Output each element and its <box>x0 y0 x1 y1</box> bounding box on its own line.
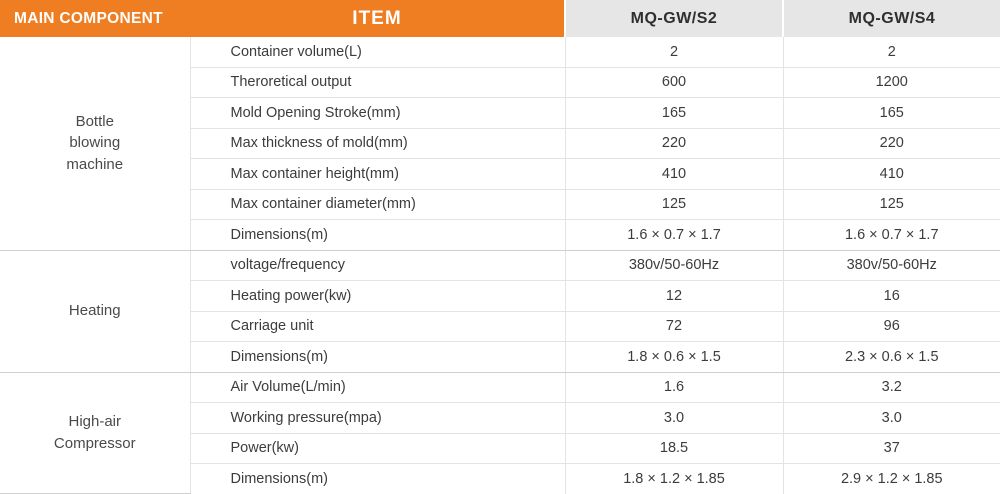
value-cell-model-1: 2 <box>565 37 783 67</box>
value-cell-model-1: 165 <box>565 98 783 129</box>
main-component-cell <box>0 372 190 494</box>
table-body <box>0 37 1000 494</box>
value-cell-model-1: 220 <box>565 128 783 159</box>
main-component-label: High-air <box>68 413 121 430</box>
item-cell: Dimensions(m) <box>190 464 565 494</box>
item-cell: Carriage unit <box>190 311 565 342</box>
item-cell: Max container height(mm) <box>190 159 565 190</box>
main-component-label: Compressor <box>53 434 136 452</box>
item-cell: Working pressure(mpa) <box>190 403 565 434</box>
value-cell-model-2: 3.0 <box>783 403 1000 434</box>
table-row <box>0 372 1000 403</box>
main-component-cell <box>0 37 190 250</box>
value-cell-model-1: 600 <box>565 67 783 98</box>
main-component-cell <box>0 250 190 372</box>
value-cell-model-2: 16 <box>783 281 1000 312</box>
value-cell-model-1: 3.0 <box>565 403 783 434</box>
value-cell-model-2: 2.9 × 1.2 × 1.85 <box>840 470 943 487</box>
item-cell: Air Volume(L/min) <box>190 372 565 403</box>
value-cell-model-1: 18.5 <box>565 433 783 464</box>
value-cell-model-2: 1.6 × 0.7 × 1.7 <box>783 220 1000 251</box>
item-cell: Heating power(kw) <box>190 281 565 312</box>
value-cell-model-1: 410 <box>565 159 783 190</box>
main-component-label: machine <box>66 156 124 174</box>
item-cell: Dimensions(m) <box>190 220 565 251</box>
column-header-item: ITEM <box>190 0 565 37</box>
column-header-model-1: MQ-GW/S2 <box>565 0 783 37</box>
column-header-model-2: MQ-GW/S4 <box>783 0 1000 37</box>
value-cell-model-1: 125 <box>565 189 783 220</box>
value-cell-model-1: 1.8 × 1.2 × 1.85 <box>565 464 783 494</box>
value-cell-model-2: 125 <box>783 189 1000 220</box>
main-component-label: Bottle <box>75 112 114 130</box>
table-header <box>0 0 1000 37</box>
item-cell: Power(kw) <box>190 433 565 464</box>
table-row <box>0 250 1000 281</box>
value-cell-model-1: 1.6 × 0.7 × 1.7 <box>565 220 783 251</box>
value-cell-model-2: 410 <box>783 159 1000 190</box>
item-cell: voltage/frequency <box>190 250 565 281</box>
item-cell: Max thickness of mold(mm) <box>190 128 565 159</box>
table-row <box>0 37 1000 67</box>
item-cell: Container volume(L) <box>190 37 565 67</box>
item-cell: Max container diameter(mm) <box>190 189 565 220</box>
item-cell: Mold Opening Stroke(mm) <box>190 98 565 129</box>
item-cell: Theroretical output <box>190 67 565 98</box>
value-cell-model-2: 1200 <box>783 67 1000 98</box>
item-cell: Dimensions(m) <box>190 342 565 373</box>
value-cell-model-2: 96 <box>783 311 1000 342</box>
value-cell-model-1: 12 <box>565 281 783 312</box>
value-cell-model-2: 165 <box>783 98 1000 129</box>
column-header-main-component: MAIN COMPONENT <box>0 0 190 37</box>
value-cell-model-2: 37 <box>783 433 1000 464</box>
value-cell-model-1: 1.8 × 0.6 × 1.5 <box>565 342 783 373</box>
value-cell-model-2: 220 <box>783 128 1000 159</box>
value-cell-model-1: 380v/50-60Hz <box>565 250 783 281</box>
value-cell-model-2: 2.3 × 0.6 × 1.5 <box>783 342 1000 373</box>
main-component-label: Heating <box>68 302 121 320</box>
value-cell-model-1: 72 <box>565 311 783 342</box>
header-row <box>0 0 1000 37</box>
value-cell-model-2: 2 <box>783 37 1000 67</box>
value-cell-model-2: 3.2 <box>783 372 1000 403</box>
value-cell-model-1: 1.6 <box>565 372 783 403</box>
value-cell-model-2: 380v/50-60Hz <box>783 250 1000 281</box>
main-component-label: blowing <box>69 134 121 152</box>
